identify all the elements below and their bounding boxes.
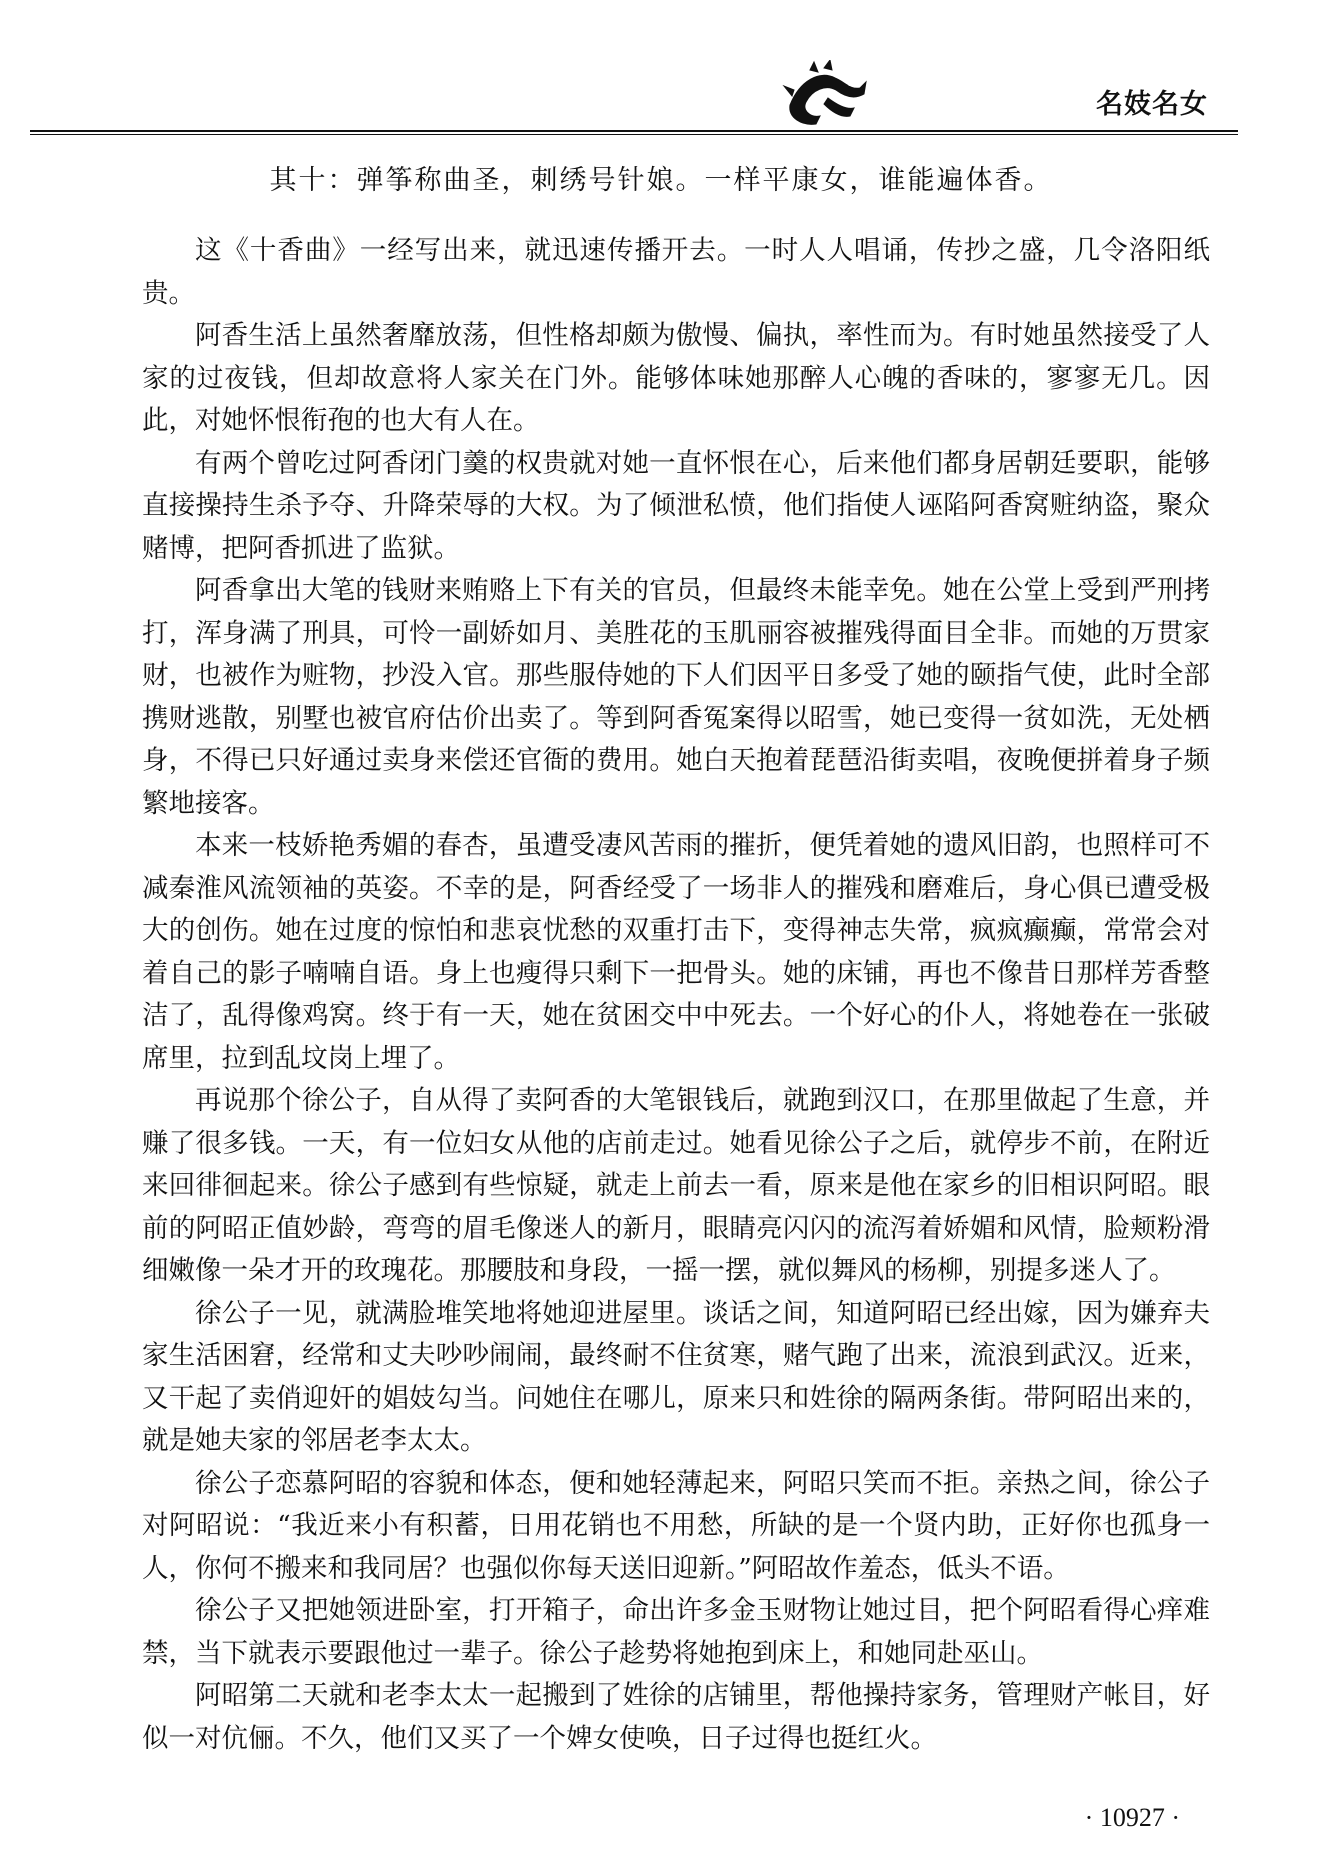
paragraph: 徐公子一见，就满脸堆笑地将她迎进屋里。谈话之间，知道阿昭已经出嫁，因为嫌弃夫家生活困窘，经常和丈夫吵吵闹闹，最终耐不住贫寒，赌气跑了出来，流浪到武汉。近来，又干起了卖俏迎奸的娼妓勾当。问她住在哪儿，原来只和姓徐的隔两条街。带阿昭出来的，就是她夫家的邻居老李太太。 [142, 1297, 1210, 1456]
paragraph: 本来一枝娇艳秀媚的春杏，虽遭受凄风苦雨的摧折，便凭着她的遗风旧韵，也照样可不减秦淮风流领袖的英姿。不幸的是，阿香经受了一场非人的摧残和磨难后，身心俱已遭受极大的创伤。她在过度的惊怕和悲哀忧愁的双重打击下，变得神志失常，疯疯癫癫，常常会对着自己的影子喃喃自语。身上也瘦得只剩下一把骨头。她的床铺，再也不像昔日那样芳香整洁了，乱得像鸡窝。终于有一天，她在贫困交中中死去。一个好心的仆人，将她卷在一张破席里，拉到乱坟岗上埋了。 [142, 830, 1210, 1074]
paragraph: 再说那个徐公子，自从得了卖阿香的大笔银钱后，就跑到汉口，在那里做起了生意，并赚了很多钱。一天，有一位妇女从他的店前走过。她看见徐公子之后，就停步不前，在附近来回徘徊起来。徐公子感到有些惊疑，就走上前去一看，原来是他在家乡的旧相识阿昭。眼前的阿昭正值妙龄，弯弯的眉毛像迷人的新月，眼睛亮闪闪的流泻着娇媚和风情，脸颊粉滑细嫩像一朵才开的玫瑰花。那腰肢和身段，一摇一摆，就似舞风的杨柳，别提多迷人了。 [142, 1085, 1210, 1286]
page-number: · 10927 · [1084, 1803, 1180, 1832]
verse-line: 其十：弹筝称曲圣，刺绣号针娘。一样平康女，谁能遍体香。 [269, 165, 1053, 196]
section-title: 名妓名女 [1096, 89, 1208, 120]
body-text [142, 230, 1210, 1760]
paragraph: 徐公子恋慕阿昭的容貌和体态，便和她轻薄起来，阿昭只笑而不拒。亲热之间，徐公子对阿昭说：“我近来小有积蓄，日用花销也不用愁，所缺的是一个贤内助，正好你也孤身一人，你何不搬来和我同居？也强似你每天送旧迎新。”阿昭故作羞态，低头不语。 [142, 1467, 1210, 1584]
page-header [30, 60, 1292, 130]
paragraph: 有两个曾吃过阿香闭门羹的权贵就对她一直怀恨在心，后来他们都身居朝廷要职，能够直接操持生杀予夺、升降荣辱的大权。为了倾泄私愤，他们指使人诬陷阿香窝赃纳盗，聚众赌博，把阿香抓进了监狱。 [142, 447, 1210, 564]
header-rule-thin [30, 134, 1238, 135]
paragraph: 阿香拿出大笔的钱财来贿赂上下有关的官员，但最终未能幸免。她在公堂上受到严刑拷打，浑身满了刑具，可怜一副娇如月、美胜花的玉肌丽容被摧残得面目全非。而她的万贯家财，也被作为赃物，抄没入官。那些服侍她的下人们因平日多受了她的颐指气使，此时全部携财逃散，别墅也被官府估价出卖了。等到阿香冤案得以昭雪，她已变得一贫如洗，无处栖身，不得已只好通过卖身来偿还官衙的费用。她白天抱着琵琶沿街卖唱，夜晚便拼着身子频繁地接客。 [142, 575, 1210, 819]
paragraph: 阿昭第二天就和老李太太一起搬到了姓徐的店铺里，帮他操持家务，管理财产帐目，好似一对伉俪。不久，他们又买了一个婢女使唤，日子过得也挺红火。 [142, 1680, 1210, 1754]
paragraph: 阿香生活上虽然奢靡放荡，但性格却颇为傲慢、偏执，率性而为。有时她虽然接受了人家的过夜钱，但却故意将人家关在门外。能够体味她那醉人心魄的香味的，寥寥无几。因此，对她怀恨衔孢的也大有人在。 [142, 320, 1210, 436]
paragraph: 徐公子又把她领进卧室，打开箱子，命出许多金玉财物让她过目，把个阿昭看得心痒难禁，当下就表示要跟他过一辈子。徐公子趁势将她抱到床上，和她同赴巫山。 [142, 1595, 1210, 1669]
dragon-emblem-icon [780, 60, 870, 130]
paragraph: 这《十香曲》一经写出来，就迅速传播开去。一时人人唱诵，传抄之盛，几令洛阳纸贵。 [142, 235, 1210, 309]
header-rule [30, 130, 1238, 132]
